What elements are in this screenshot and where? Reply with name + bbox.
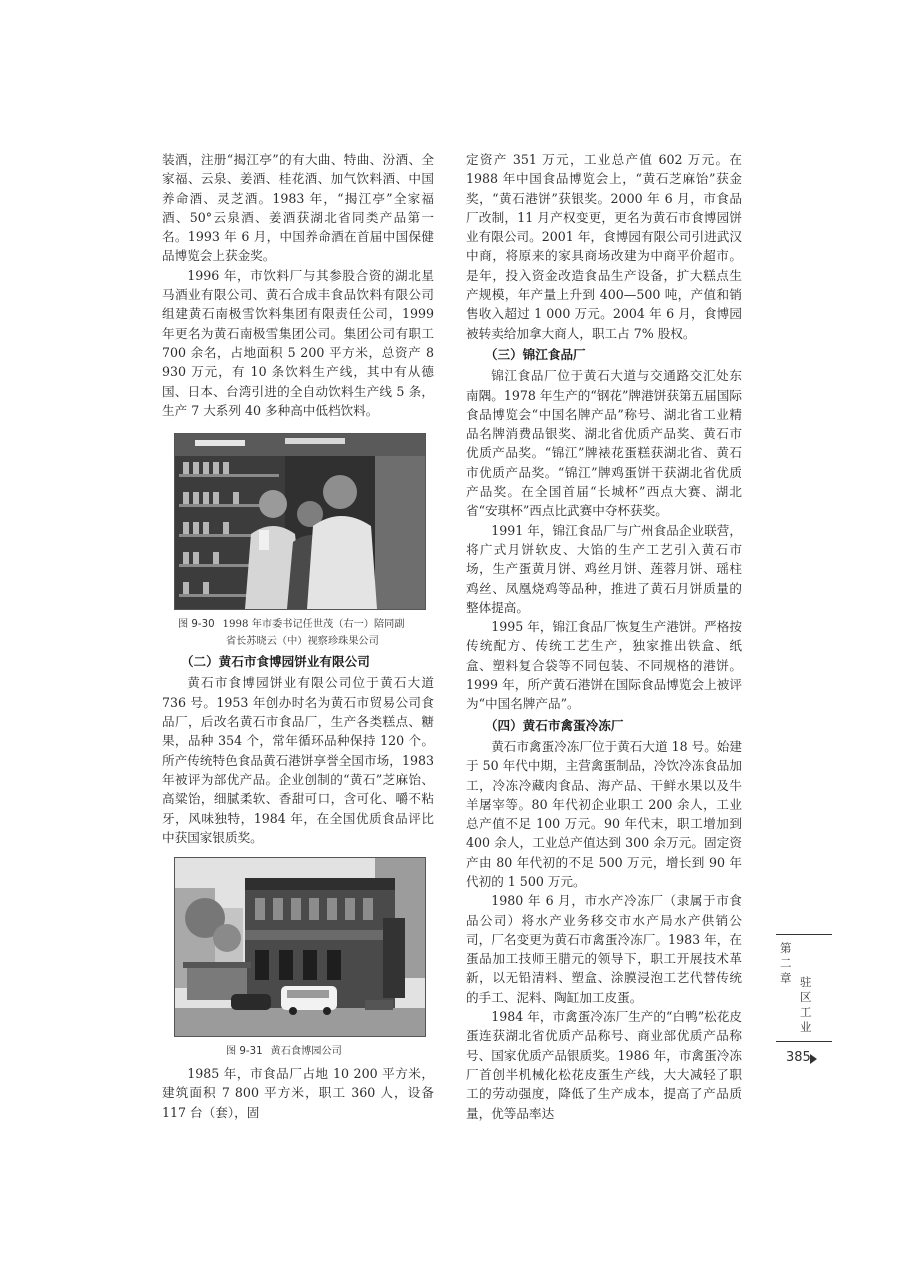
photo-officials-inspection xyxy=(174,433,426,610)
chapter-side-tab xyxy=(776,934,832,1042)
section-heading: （四）黄石市禽蛋冷冻厂 xyxy=(484,717,624,733)
figure-number: 图 9-30 xyxy=(178,619,215,631)
section-label: 驻区工业 xyxy=(800,975,812,1034)
paragraph: 1996 年，市饮料厂与其参股合资的湖北星马酒业有限公司、黄石合成丰食品饮料有限公司组建黄石南极雪饮料集团有限责任公司，1999 年更名为黄石南极雪集团公司。集团公司有职工 700 余名，占地面积 5 200 平方米，总资产 8 930 万元，有 10 条饮料生产线，其中有从德国、日本、台湾引进的全自动饮料生产线 5 条，生产 7 大系列 40 多种高中低档饮料。 xyxy=(162,267,434,418)
page-number: 385 xyxy=(786,1050,811,1065)
paragraph: 1991 年，锦江食品厂与广州食品企业联营，将广式月饼软皮、大馅的生产工艺引入黄石市场，生产蛋黄月饼、鸡丝月饼、莲蓉月饼、瑶柱鸡丝、凤凰烧鸡等品种，推进了黄石月饼质量的整体提高。 xyxy=(466,522,742,615)
figure-number: 图 9-31 xyxy=(226,1046,263,1058)
paragraph: 黄石市食博园饼业有限公司位于黄石大道 736 号。1953 年创办时名为黄石市贸易公司食品厂，后改名黄石市食品厂，生产各类糕点、糖果，品种 354 个，常年循环品种保持 120 个。所产传统特色食品黄石港饼享誉全国市场，1983 年被评为部优产品。企业创制的“黄石”芝麻饴、高粱饴，细腻柔软、香甜可口，含可化、嚼不粘牙，风味独特，1984 年，在全国优质食品评比中获国家银质奖。 xyxy=(162,675,434,845)
chapter-label: 第二章 xyxy=(780,941,792,985)
paragraph: 定资产 351 万元，工业总产值 602 万元。在 1988 年中国食品博览会上，“黄石芝麻饴”获金奖，“黄石港饼”获银奖。2000 年 6 月，市食品厂改制，11 月产权变更，更名为黄石市食博园饼业有限公司。2001 年，食博园有限公司引进武汉中商，将原来的家具商场改建为中商平价超市。是年，投入资金改造食品生产设备，扩大糕点生产规模，年产量上升到 400—500 吨，产值和销售收入超过 1 000 万元。2004 年 6 月，食博园被转卖给加拿大商人，职工占 7% 股权。 xyxy=(466,152,742,341)
section-heading: （二）黄石市食博园饼业有限公司 xyxy=(180,654,370,670)
triangle-arrow-icon xyxy=(810,1054,817,1064)
figure-caption-continued: 省长苏晓云（中）视察珍珠果公司 xyxy=(226,636,379,648)
paragraph: 锦江食品厂位于黄石大道与交通路交汇处东南隅。1978 年生产的“钢花”牌港饼获第五届国际食品博览会“中国名牌产品”称号、湖北省工业精品名牌消费品银奖、湖北省优质产品奖、黄石市优质产品奖。“锦江”牌裱花蛋糕获湖北省、黄石市优质产品奖。“锦江”牌鸡蛋饼干获湖北省优质产品奖。在全国首届“长城杯”西点大赛、湖北省“安琪杯”西点比武赛中夺杯获奖。 xyxy=(466,368,742,519)
figure-caption-text: 1998 年市委书记任世茂（右一）陪同副 xyxy=(222,619,405,631)
paragraph: 1980 年 6 月，市水产冷冻厂（隶属于市食品公司）将水产业务移交市水产局水产供销公司，厂名变更为黄石市禽蛋冷冻厂。1983 年，在蛋品加工技师王腊元的领导下，职工开展技术革新，以无铅清料、塑盒、涂膜浸泡工艺代替传统的手工、泥料、陶缸加工皮蛋。 xyxy=(466,893,742,1005)
right-column xyxy=(466,150,742,1123)
photo-image xyxy=(175,434,425,609)
left-column xyxy=(162,150,434,1122)
paragraph: 装酒，注册“揭江亭”的有大曲、特曲、汾酒、全家福、云泉、姜酒、桂花酒、加气饮料酒、中国养命酒、灵芝酒。1983 年，“揭江亭”全家福酒、50°云泉酒、姜酒获湖北省同类产品第一名。1993 年 6 月，中国养命酒在首届中国保健品博览会上获金奖。 xyxy=(162,152,434,264)
figure-caption-text: 黄石食博园公司 xyxy=(270,1046,342,1058)
paragraph: 黄石市禽蛋冷冻厂位于黄石大道 18 号。始建于 50 年代中期，主营禽蛋制品，冷饮冷冻食品加工，冷冻冷藏肉食品、海产品、干鲜水果以及牛羊屠宰等。80 年代初企业职工 200 余人，工业总产值不足 100 万元。90 年代末，职工增加到 400 余人，工业总产值达到 300 余万元。固定资产由 80 年代初的不足 500 万元，增长到 90 年代初的 1 500 万元。 xyxy=(466,738,742,889)
paragraph: 1984 年，市禽蛋冷冻厂生产的“白鸭”松花皮蛋连获湖北省优质产品称号、商业部优质产品称号、国家优质产品银质奖。1986 年，市禽蛋冷冻厂首创半机械化松花皮蛋生产线，大大减轻了职工的劳动强度，降低了生产成本，提高了产品质量，优等品率达 xyxy=(466,1009,742,1121)
section-heading: （三）锦江食品厂 xyxy=(484,346,586,362)
figure-caption xyxy=(162,616,434,633)
photo-image xyxy=(175,858,425,1036)
figure-caption xyxy=(162,1043,434,1060)
paragraph: 1985 年，市食品厂占地 10 200 平方米，建筑面积 7 800 平方米，职工 360 人，设备 117 台（套），固 xyxy=(162,1066,434,1120)
photo-building xyxy=(174,857,426,1037)
paragraph: 1995 年，锦江食品厂恢复生产港饼。严格按传统配方、传统工艺生产，独家推出铁盒、纸盒、塑料复合袋等不同包装、不同规格的港饼。1999 年，所产黄石港饼在国际食品博览会上被评为“中国名牌产品”。 xyxy=(466,619,742,712)
